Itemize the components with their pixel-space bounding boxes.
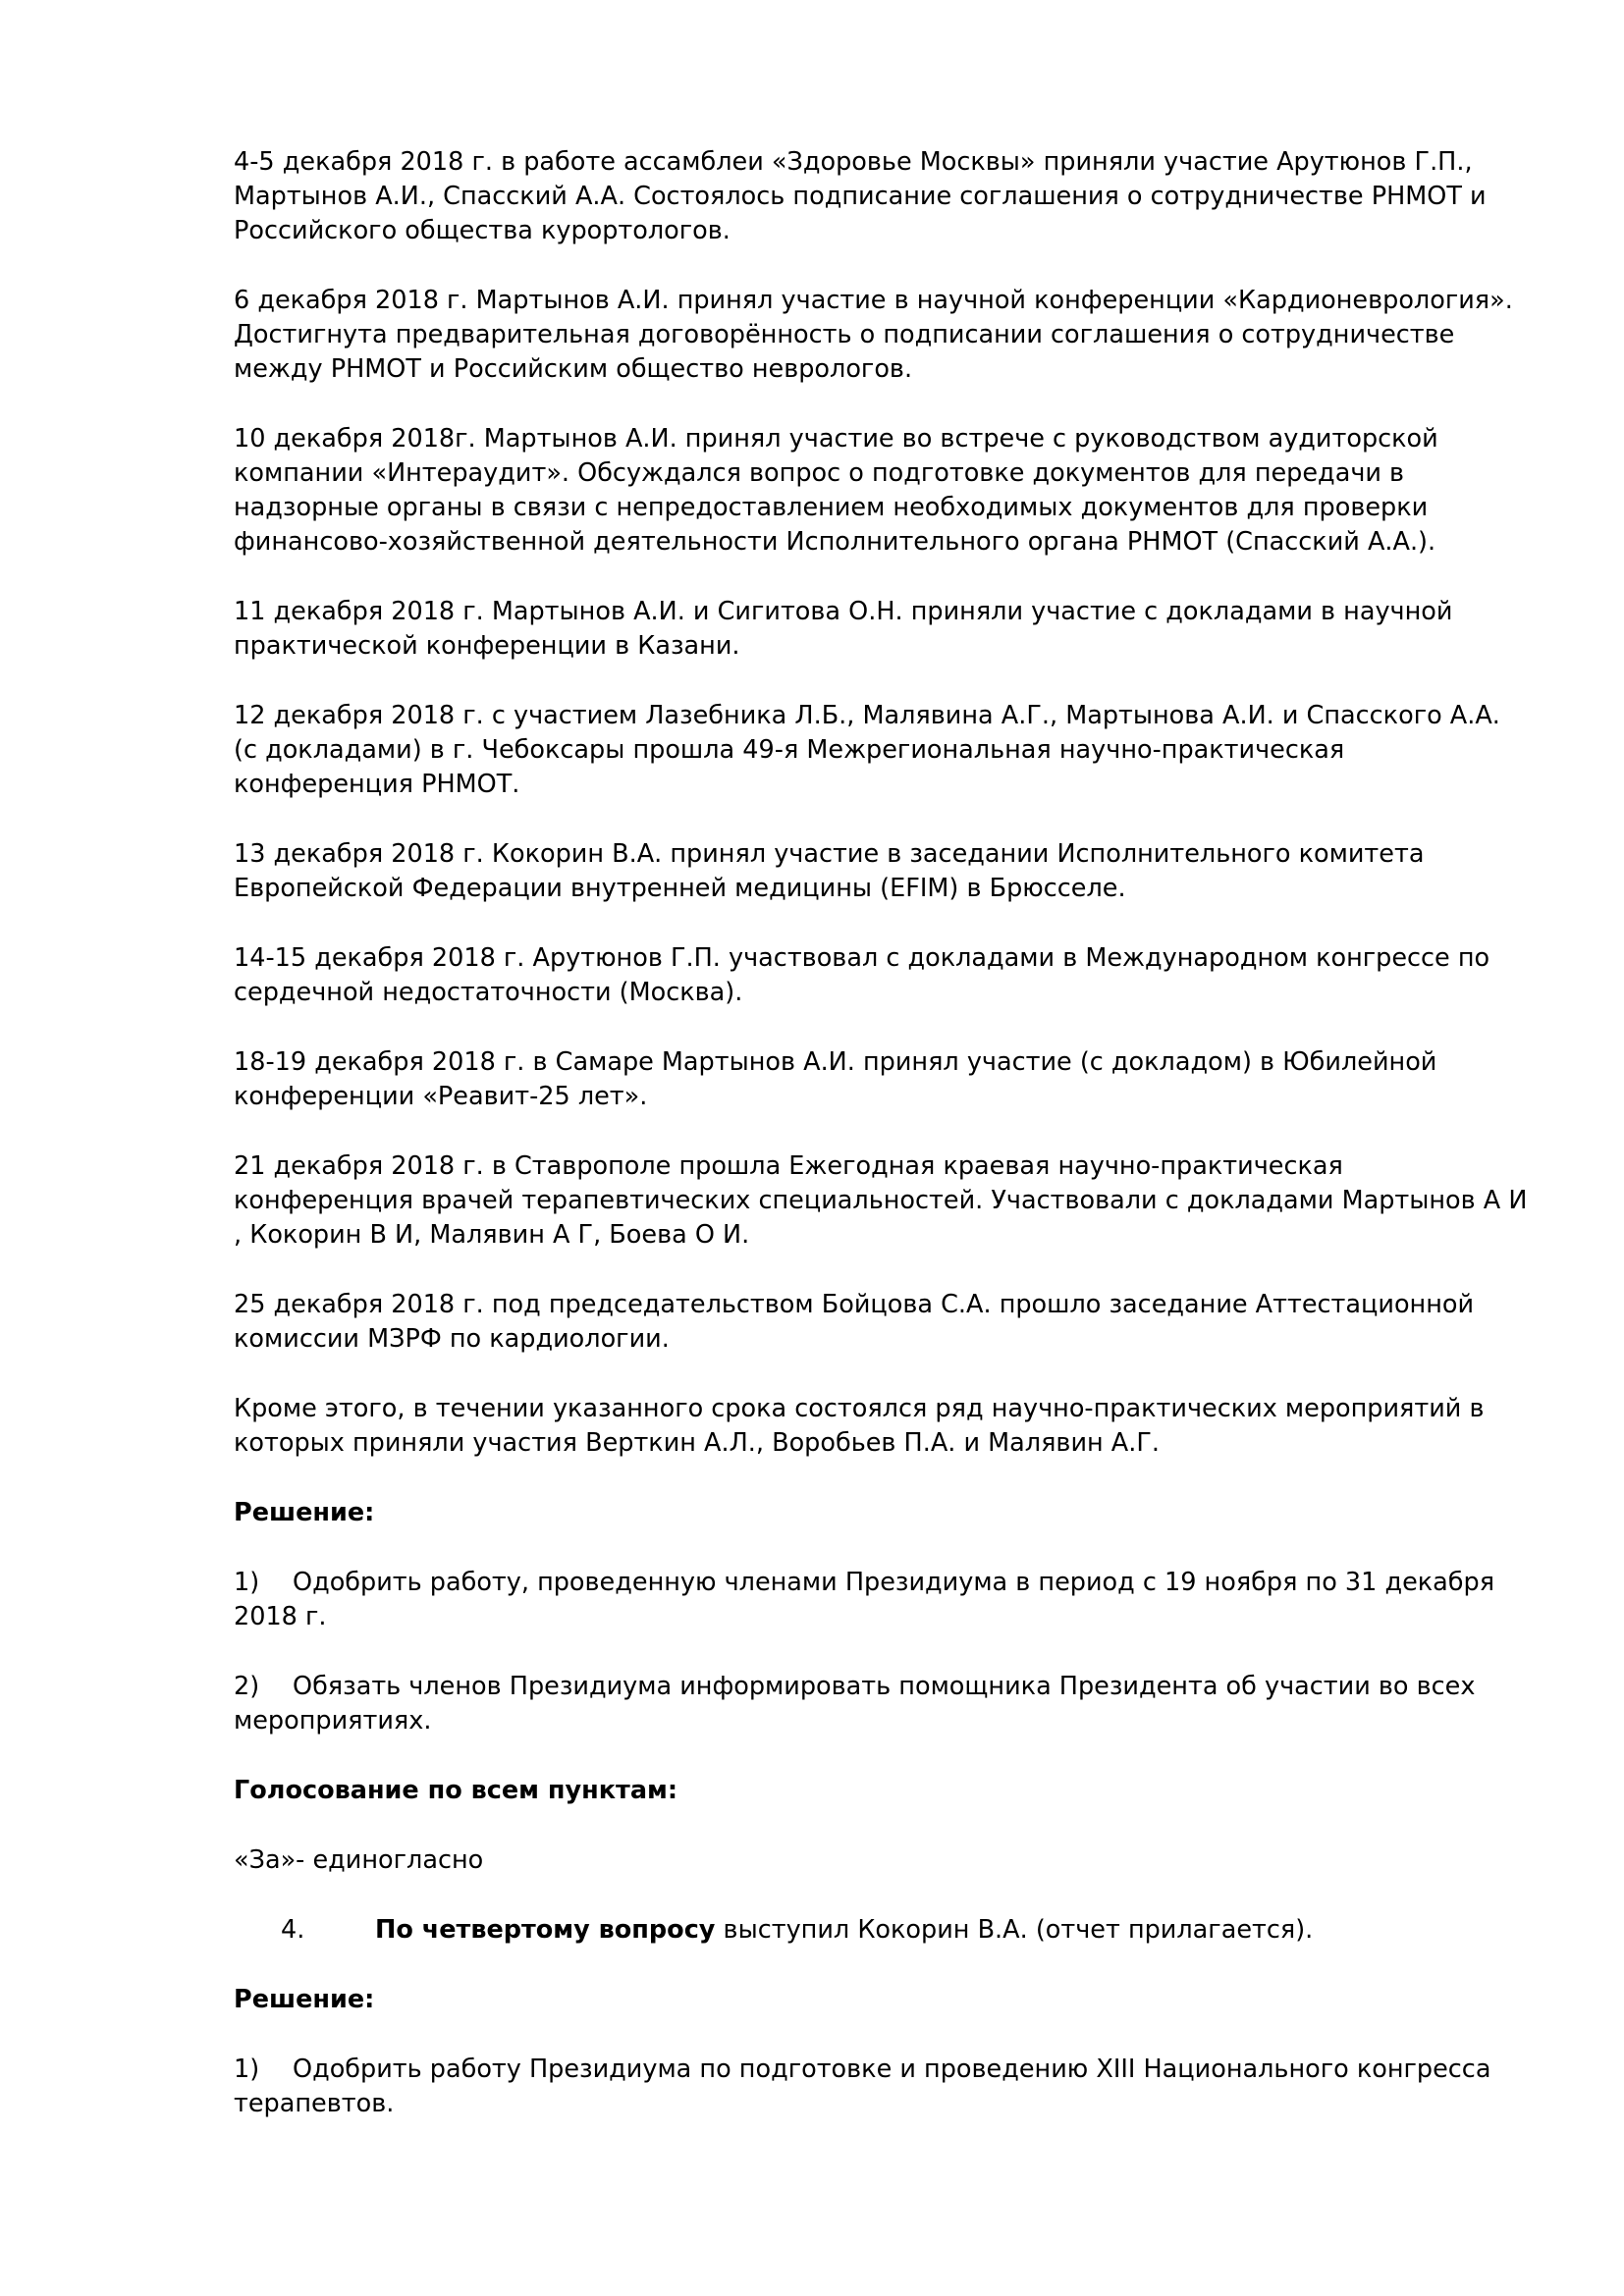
paragraph-event: 13 декабря 2018 г. Кокорин В.А. принял участие в заседании Исполнительного комитета Европейской Федерации внутренней медицины (EFIM) в Брюсселе.	[234, 839, 1425, 903]
decision-item-number: 1)	[234, 2055, 260, 2084]
question-4	[234, 1913, 1528, 1948]
document-body	[234, 145, 1528, 2157]
paragraph-event: 10 декабря 2018г. Мартынов А.И. принял участие во встрече с руководством аудиторской компании «Интераудит». Обсуждался вопрос о подготовке документов для передачи в надзорные органы в связи с непредоставлением необходимых документов для проверки финансово-хозяйственной деятельности Исполнительного органа РНМОТ (Спасский А.А.).	[234, 424, 1438, 557]
question-text: выступил Кокорин В.А. (отчет прилагается).	[715, 1915, 1314, 1945]
voting-result: «За»- единогласно	[234, 1845, 484, 1875]
paragraph-event: 21 декабря 2018 г. в Ставрополе прошла Ежегодная краевая научно-практическая конференция врачей терапевтических специальностей. Участвовали с докладами Мартынов А И , Кокорин В И, Малявин А Г, Боева О И.	[234, 1151, 1528, 1250]
paragraph-event: 11 декабря 2018 г. Мартынов А.И. и Сигитова О.Н. приняли участие с докладами в научной практической конференции в Казани.	[234, 597, 1453, 661]
decision-item	[234, 2053, 1528, 2121]
question-number: 4.	[281, 1915, 305, 1945]
paragraph-event: 6 декабря 2018 г. Мартынов А.И. принял участие в научной конференции «Кардионеврология». Достигнута предварительная договорённость о подписании соглашения о сотрудничестве между РНМОТ и Российским общество неврологов.	[234, 286, 1513, 384]
paragraph-summary: Кроме этого, в течении указанного срока состоялся ряд научно-практических мероприятий в которых приняли участия Верткин А.Л., Воробьев П.А. и Малявин А.Г.	[234, 1394, 1485, 1458]
decision-heading: Решение:	[234, 1498, 375, 1527]
decision-item	[234, 1670, 1528, 1738]
voting-heading: Голосование по всем пунктам:	[234, 1776, 678, 1805]
decision-item	[234, 1566, 1528, 1634]
decision-item-text: Одобрить работу, проведенную членами Президиума в период с 19 ноября по 31 декабря 2018 г.	[234, 1568, 1495, 1631]
decision-heading: Решение:	[234, 1985, 375, 2014]
paragraph-event: 12 декабря 2018 г. с участием Лазебника Л.Б., Малявина А.Г., Мартынова А.И. и Спасского А.А. (с докладами) в г. Чебоксары прошла 49-я Межрегиональная научно-практическая конференция РНМОТ.	[234, 701, 1500, 799]
paragraph-event: 14-15 декабря 2018 г. Арутюнов Г.П. участвовал с докладами в Международном конгрессе по сердечной недостаточности (Москва).	[234, 943, 1490, 1007]
decision-item-text: Обязать членов Президиума информировать помощника Президента об участии во всех мероприятиях.	[234, 1672, 1476, 1735]
decision-item-number: 2)	[234, 1672, 260, 1701]
question-title: По четвертому вопросу	[375, 1915, 716, 1945]
decision-item-number: 1)	[234, 1568, 260, 1597]
decision-item-text: Одобрить работу Президиума по подготовке и проведению XIII Национального конгресса терапевтов.	[234, 2055, 1491, 2118]
paragraph-event: 18-19 декабря 2018 г. в Самаре Мартынов А.И. принял участие (с докладом) в Юбилейной конференции «Реавит-25 лет».	[234, 1047, 1437, 1111]
paragraph-event: 4-5 декабря 2018 г. в работе ассамблеи «Здоровье Москвы» приняли участие Арутюнов Г.П., Мартынов А.И., Спасский А.А. Состоялось подписание соглашения о сотрудничестве РНМОТ и Российского общества курортологов.	[234, 147, 1487, 245]
paragraph-event: 25 декабря 2018 г. под председательством Бойцова С.А. прошло заседание Аттестационной комиссии МЗРФ по кардиологии.	[234, 1290, 1475, 1354]
